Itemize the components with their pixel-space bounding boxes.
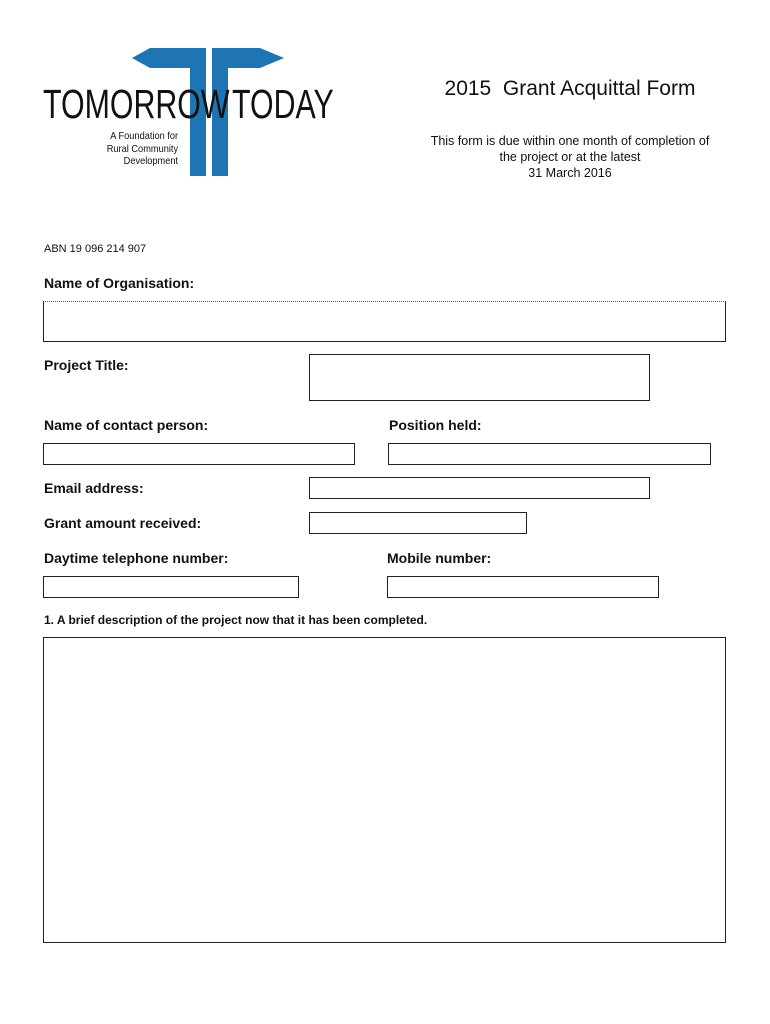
due-date-note bbox=[392, 133, 748, 181]
email-field[interactable] bbox=[309, 477, 650, 499]
contact-person-field[interactable] bbox=[43, 443, 355, 465]
organisation-logo bbox=[40, 44, 334, 180]
grant-amount-field[interactable] bbox=[309, 512, 527, 534]
question-1-label: 1. A brief description of the project now that it has been completed. bbox=[44, 613, 428, 627]
position-held-label: Position held: bbox=[389, 417, 482, 433]
grant-amount-label: Grant amount received: bbox=[44, 515, 202, 531]
organisation-label: Name of Organisation: bbox=[44, 275, 195, 291]
abn-number: ABN 19 096 214 907 bbox=[44, 243, 147, 255]
daytime-phone-label: Daytime telephone number: bbox=[44, 550, 229, 566]
organisation-field[interactable] bbox=[43, 301, 726, 342]
daytime-phone-field[interactable] bbox=[43, 576, 299, 598]
page-title: 2015 Grant Acquittal Form bbox=[444, 77, 696, 100]
email-label: Email address: bbox=[44, 480, 144, 496]
logo-tagline-line: Rural Community bbox=[106, 142, 178, 155]
project-title-field[interactable] bbox=[309, 354, 650, 401]
logo-tagline-line: Development bbox=[123, 155, 178, 167]
logo-left-t-bar bbox=[132, 48, 190, 68]
logo-word-tomorrow: TOMORROW bbox=[43, 81, 230, 127]
mobile-number-label: Mobile number: bbox=[387, 550, 492, 566]
project-title-label: Project Title: bbox=[44, 357, 129, 373]
due-date-note-line: This form is due within one month of completion of bbox=[430, 134, 710, 148]
project-description-textarea[interactable] bbox=[43, 637, 726, 943]
due-date-note-line: the project or at the latest bbox=[499, 150, 641, 164]
logo-tagline-line: A Foundation for bbox=[110, 130, 178, 142]
position-held-field[interactable] bbox=[388, 443, 711, 465]
mobile-number-field[interactable] bbox=[387, 576, 659, 598]
logo-tagline bbox=[107, 130, 178, 168]
contact-person-label: Name of contact person: bbox=[44, 417, 209, 433]
logo-word-today: TODAY bbox=[232, 81, 334, 127]
due-date-note-line: 31 March 2016 bbox=[528, 166, 612, 180]
